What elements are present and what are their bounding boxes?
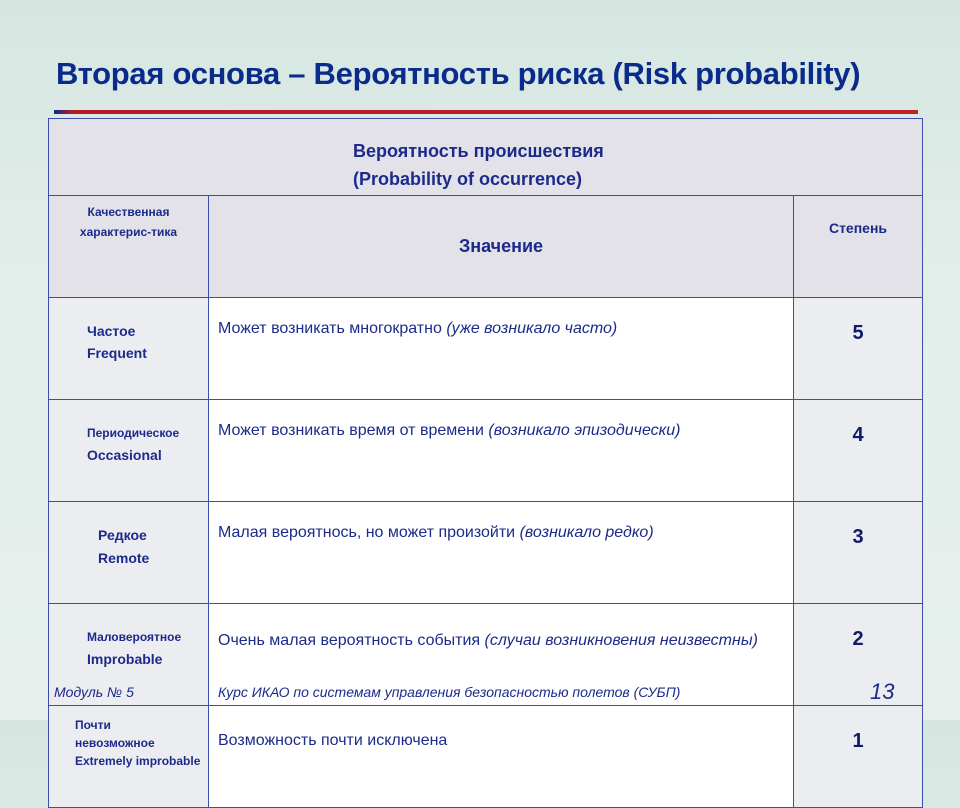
meaning-text: Малая вероятнось, но может произойти: [218, 524, 516, 541]
column-header-degree: Степень: [794, 196, 923, 298]
qualitative-cell: [49, 502, 209, 604]
qualitative-en: Frequent: [87, 345, 147, 361]
meaning-cell: [209, 706, 794, 808]
table-header-text: [353, 137, 604, 193]
meaning-text: Возможность почти исключена: [218, 732, 448, 749]
header-line-en: (Probability of occurrence): [353, 169, 583, 189]
meaning-note: (уже возникало часто): [446, 320, 618, 337]
qualitative-ru: Периодическое: [87, 426, 180, 440]
qualitative-en: Improbable: [87, 651, 163, 667]
meaning-text: Очень малая вероятность события: [218, 632, 481, 649]
meaning-cell: [209, 298, 794, 400]
meaning-text: Может возникать время от времени: [218, 422, 484, 439]
footer-course: Курс ИКАО по системам управления безопасностью полетов (СУБП): [218, 684, 681, 700]
qualitative-cell: [49, 706, 209, 808]
title-underline: [54, 110, 918, 114]
meaning-text: Может возникать многократно: [218, 320, 442, 337]
table-row: [49, 400, 923, 502]
meaning-cell: [209, 502, 794, 604]
qualitative-ru: Редкое: [98, 527, 147, 543]
slide-title: Вторая основа – Вероятность риска (Risk probability): [56, 56, 861, 91]
table-row: [49, 706, 923, 808]
qualitative-ru: Маловероятное: [87, 630, 182, 644]
meaning-note: (случаи возникновения неизвестны): [484, 632, 758, 649]
degree-value: 5: [794, 298, 923, 400]
column-header-qualitative: [49, 196, 209, 298]
degree-value: 1: [794, 706, 923, 808]
qualitative-en: Extremely improbable: [75, 754, 201, 768]
qualitative-en: Occasional: [87, 447, 162, 463]
footer-module: Модуль № 5: [54, 684, 134, 700]
page-number: 13: [870, 679, 895, 704]
table-row: [49, 298, 923, 400]
risk-probability-table: [48, 118, 923, 808]
header-line-ru: Вероятность происшествия: [353, 141, 604, 161]
meaning-note: (возникало редко): [519, 524, 654, 541]
table-row: [49, 502, 923, 604]
qualitative-ru: Частое: [87, 323, 136, 339]
column-header-meaning: Значение: [209, 196, 794, 298]
meaning-note: (возникало эпизодически): [488, 422, 681, 439]
qualitative-cell: [49, 400, 209, 502]
qualitative-ru: Почти невозможное: [75, 718, 155, 750]
degree-value: 3: [794, 502, 923, 604]
column-header-qualitative-text: Качественная характерис-тика: [79, 205, 178, 239]
qualitative-en: Remote: [98, 550, 150, 566]
degree-value: 2: [794, 604, 923, 706]
qualitative-cell: [49, 298, 209, 400]
meaning-cell: [209, 400, 794, 502]
degree-value: 4: [794, 400, 923, 502]
table-header: [49, 119, 923, 196]
